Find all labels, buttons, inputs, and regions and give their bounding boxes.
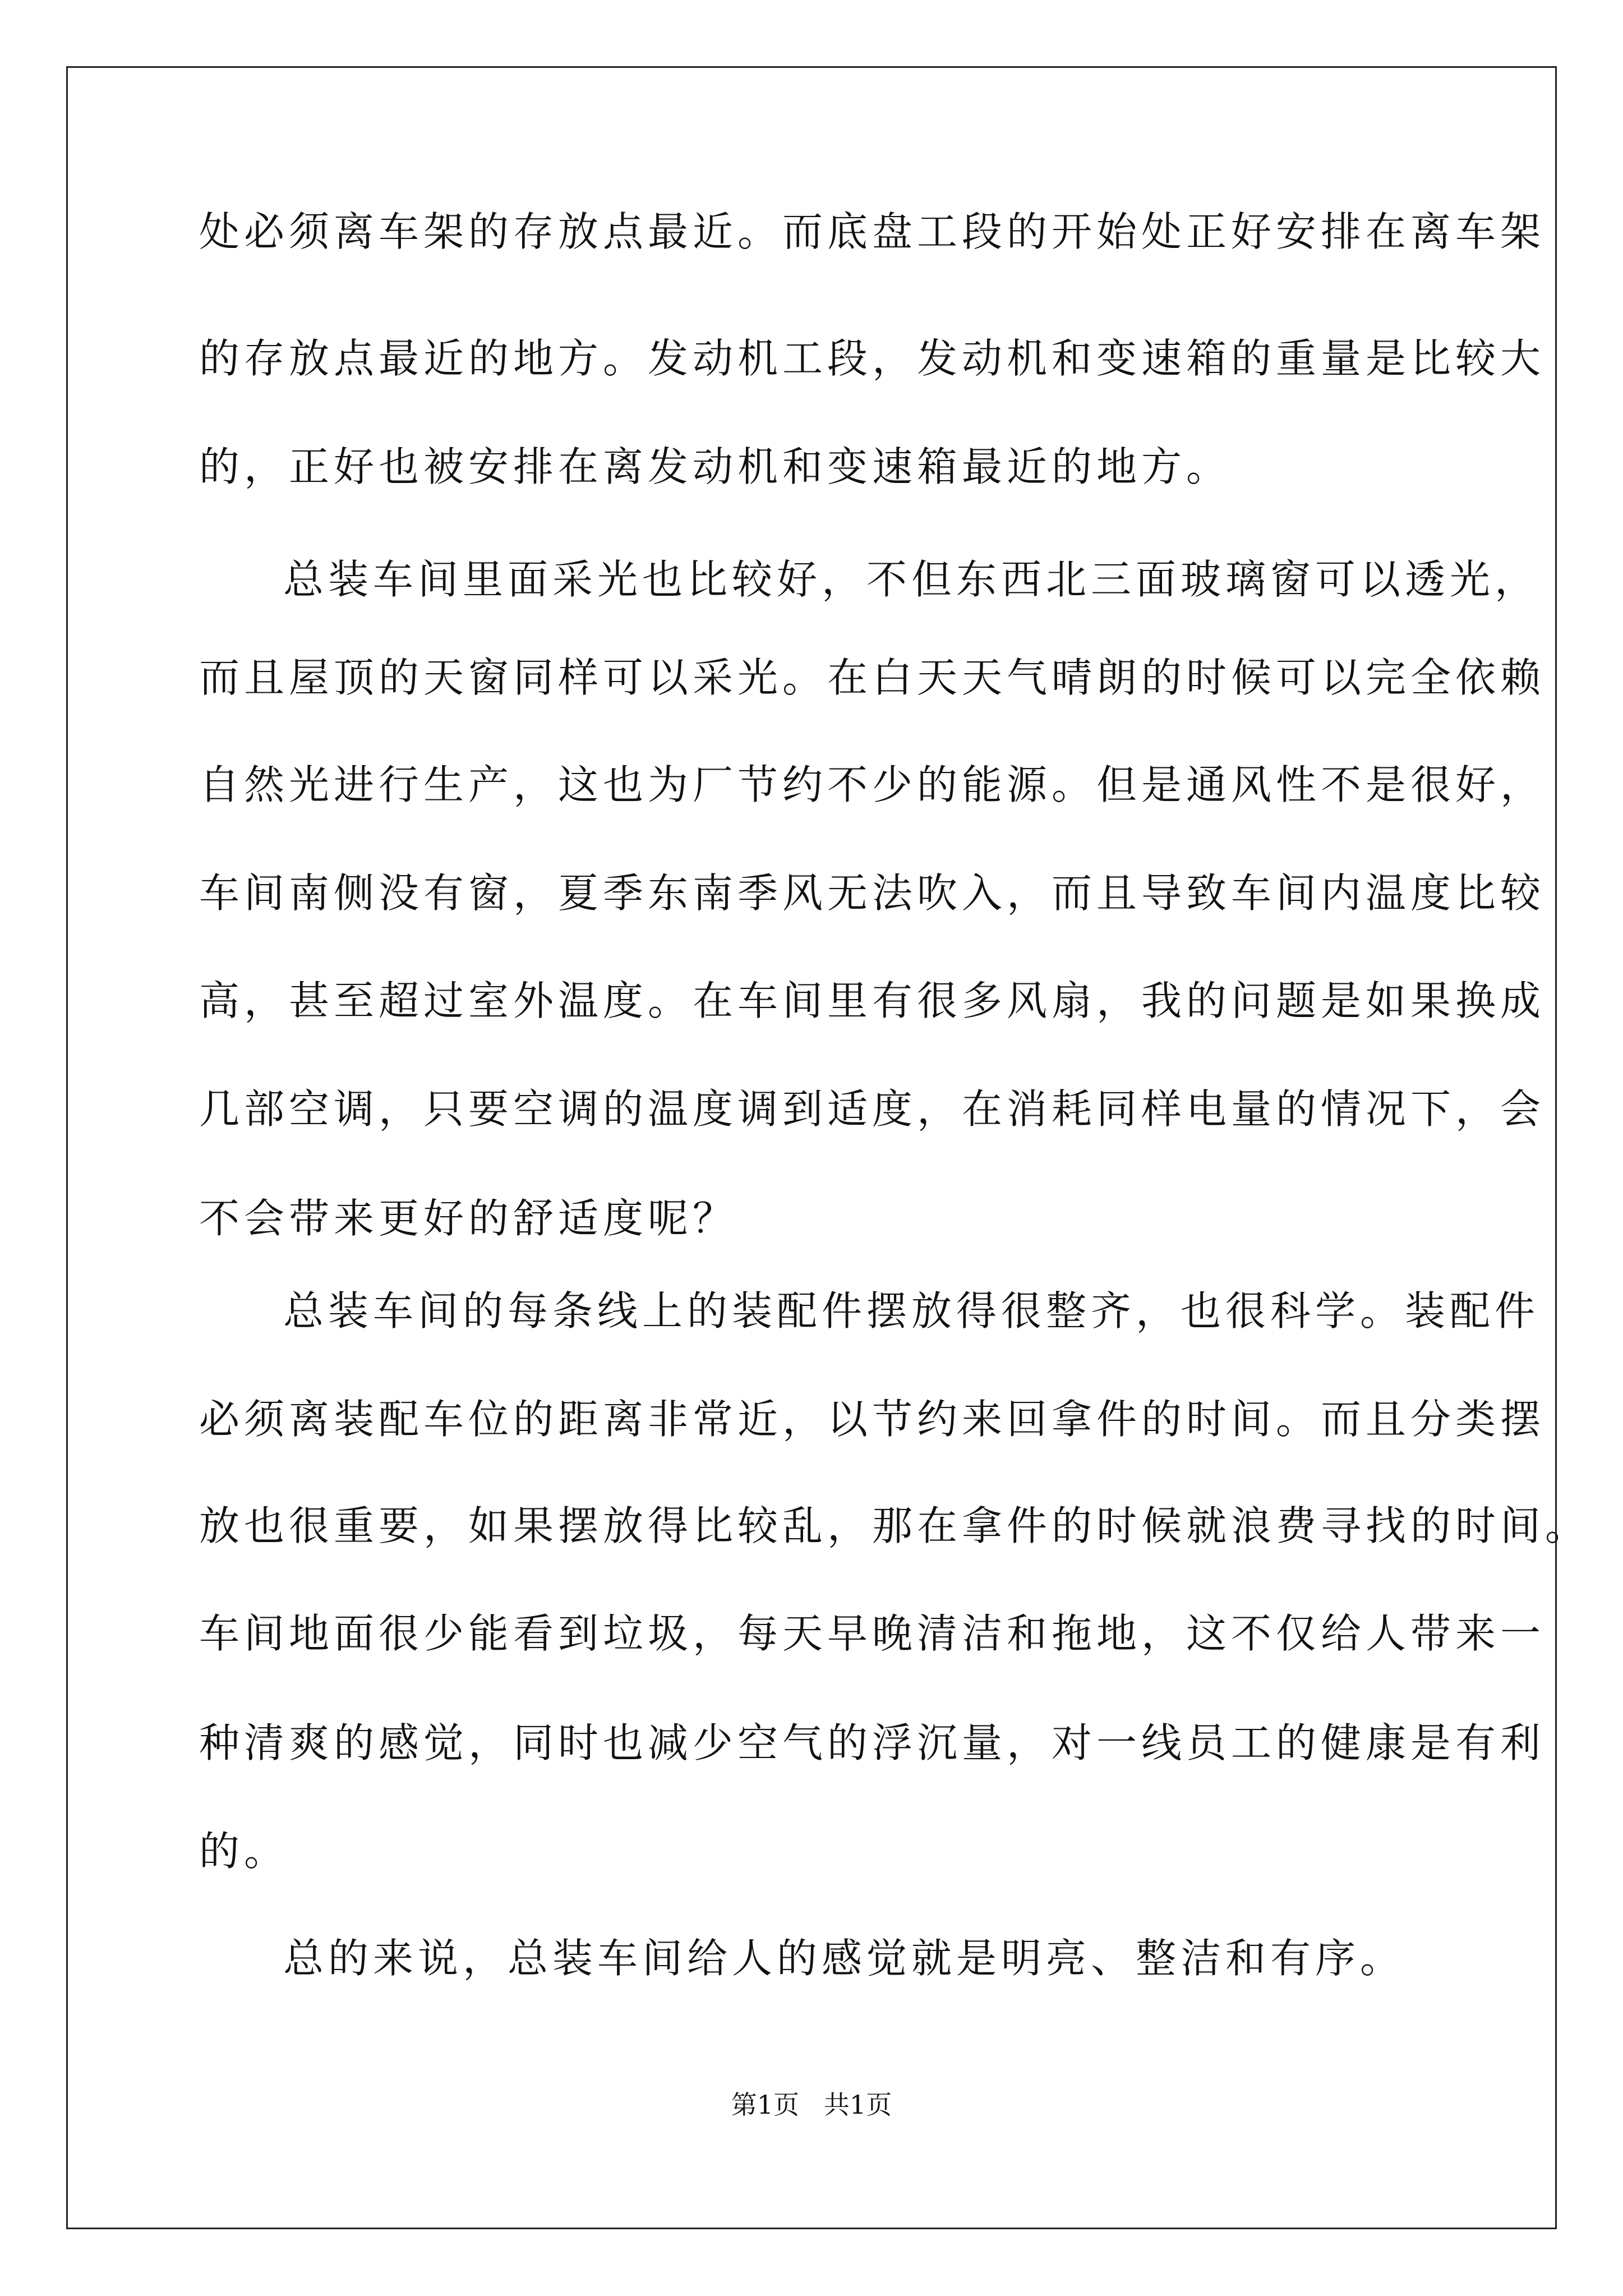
body-text-line: 不会带来更好的舒适度呢？ xyxy=(199,1195,738,1242)
page-number-footer: 第1页 共1页 xyxy=(731,2090,892,2120)
body-text-line: 放也很重要，如果摆放得比较乱，那在拿件的时候就浪费寻找的时间。 xyxy=(199,1502,1590,1549)
page-border xyxy=(66,66,1557,2229)
body-text-line: 而且屋顶的天窗同样可以采光。在白天天气晴朗的时候可以完全依赖 xyxy=(199,654,1546,701)
body-text-line: 总的来说，总装车间给人的感觉就是明亮、整洁和有序。 xyxy=(283,1935,1405,1982)
body-text-line: 总装车间里面采光也比较好，不但东西北三面玻璃窗可以透光， xyxy=(283,556,1540,603)
body-text-line: 车间南侧没有窗，夏季东南季风无法吹入，而且导致车间内温度比较 xyxy=(199,869,1546,917)
body-text-line: 总装车间的每条线上的装配件摆放得很整齐，也很科学。装配件 xyxy=(283,1287,1540,1335)
body-text-line: 的。 xyxy=(199,1828,289,1875)
body-text-line: 的，正好也被安排在离发动机和变速箱最近的地方。 xyxy=(199,443,1232,490)
body-text-line: 的存放点最近的地方。发动机工段，发动机和变速箱的重量是比较大 xyxy=(199,335,1546,382)
body-text-line: 处必须离车架的存放点最近。而底盘工段的开始处正好安排在离车架 xyxy=(199,208,1546,255)
body-text-line: 高，甚至超过室外温度。在车间里有很多风扇，我的问题是如果换成 xyxy=(199,977,1546,1024)
body-text-line: 几部空调，只要空调的温度调到适度，在消耗同样电量的情况下，会 xyxy=(199,1085,1546,1133)
body-text-line: 种清爽的感觉，同时也减少空气的浮沉量，对一线员工的健康是有利 xyxy=(199,1719,1546,1766)
body-text-line: 自然光进行生产，这也为厂节约不少的能源。但是通风性不是很好， xyxy=(199,761,1546,808)
body-text-line: 车间地面很少能看到垃圾，每天早晚清洁和拖地，这不仅给人带来一 xyxy=(199,1610,1546,1657)
body-text-line: 必须离装配车位的距离非常近，以节约来回拿件的时间。而且分类摆 xyxy=(199,1396,1546,1443)
